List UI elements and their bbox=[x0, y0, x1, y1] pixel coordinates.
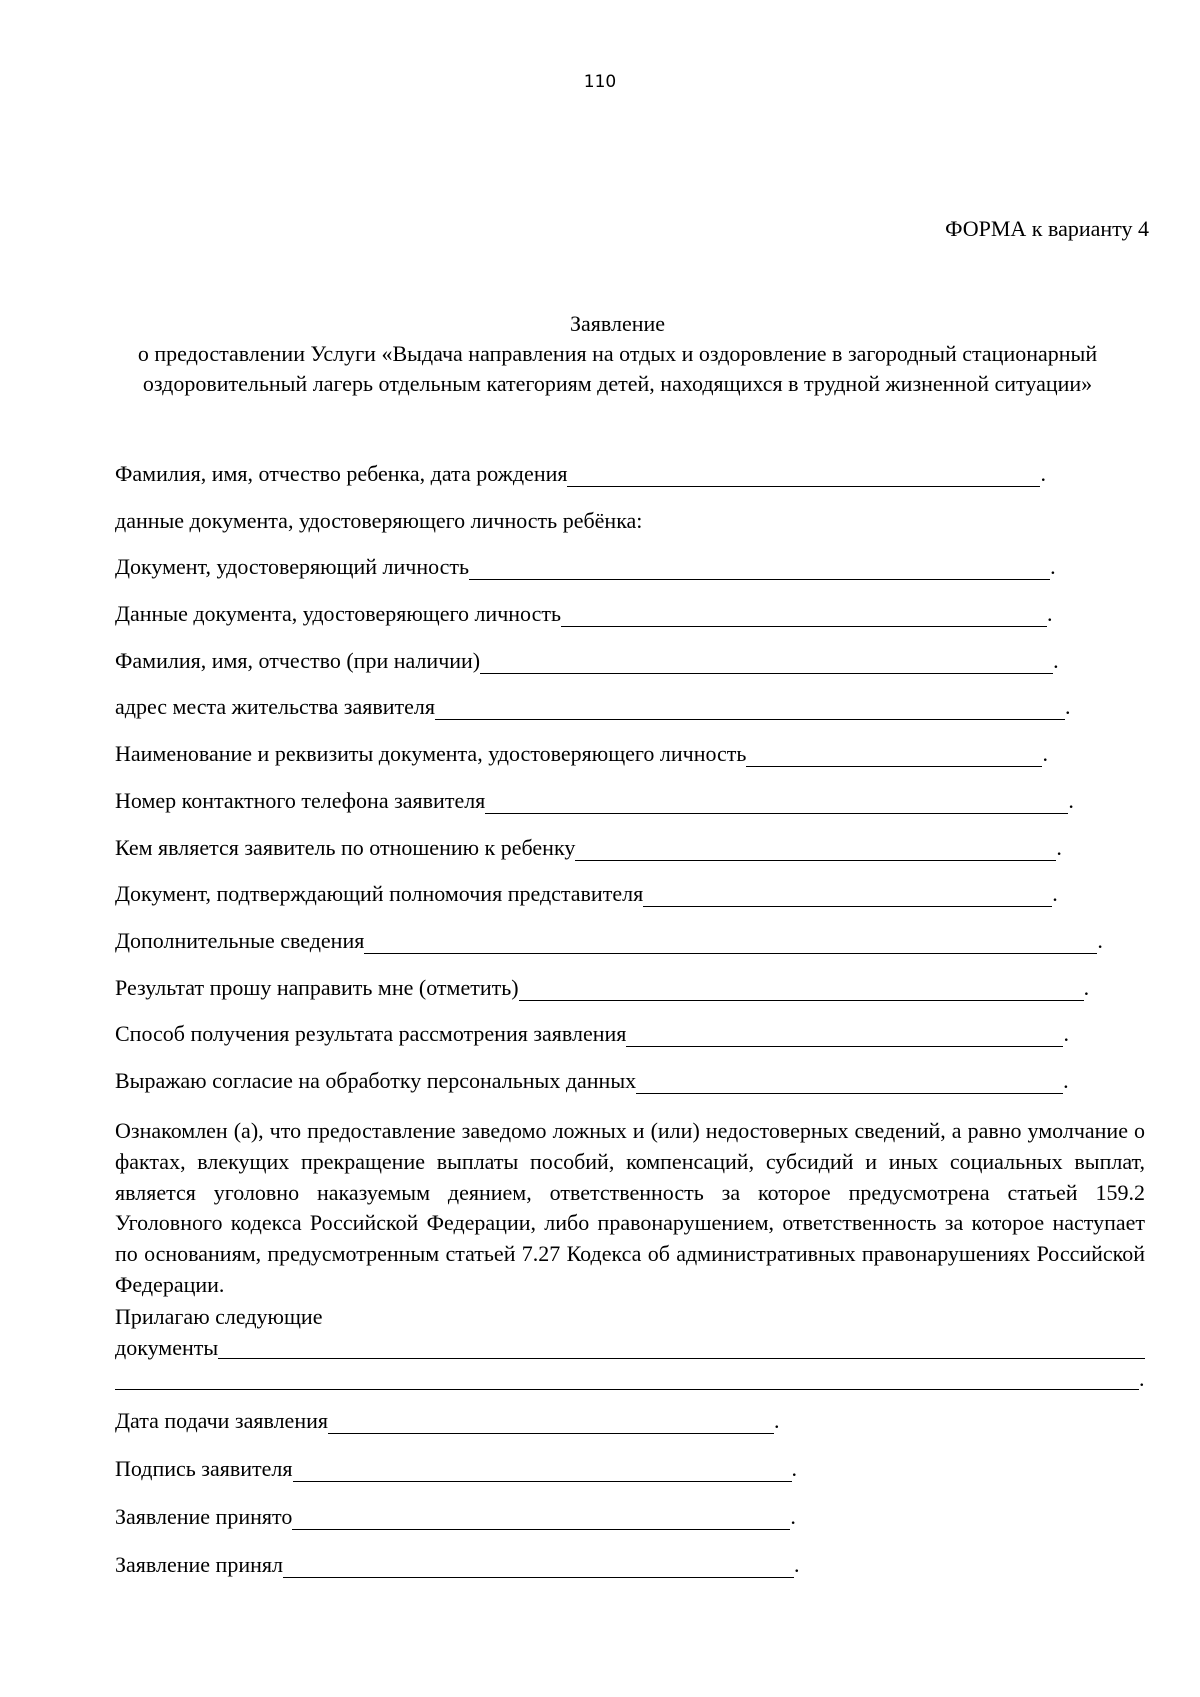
attached-documents-input-line2[interactable] bbox=[115, 1364, 1139, 1390]
field-row bbox=[115, 1504, 799, 1552]
field-row bbox=[115, 648, 1103, 695]
title-subtitle: о предоставлении Услуги «Выдача направления на отдых и оздоровление в загородный стационарный оздоровительный лагерь отдельным категориям детей, находящихся в трудной жизненной ситуации» bbox=[137, 341, 1098, 396]
field-end: . bbox=[1139, 1365, 1145, 1391]
field-end: . bbox=[1050, 554, 1056, 580]
applicant-fields bbox=[115, 461, 1103, 1115]
document-title bbox=[115, 309, 1120, 399]
field-end: . bbox=[793, 1552, 800, 1577]
field-label: Фамилия, имя, отчество ребенка, дата рождения bbox=[115, 461, 568, 486]
field-row bbox=[115, 975, 1103, 1022]
applicant-id-document-input[interactable] bbox=[746, 741, 1042, 767]
field-row bbox=[115, 1021, 1103, 1068]
child-name-birthdate-input[interactable] bbox=[567, 461, 1040, 487]
field-label: Подпись заявителя bbox=[115, 1456, 293, 1481]
submission-date-input[interactable] bbox=[328, 1408, 774, 1434]
field-row bbox=[115, 601, 1103, 648]
accepted-by-input[interactable] bbox=[283, 1552, 794, 1578]
representative-authority-input[interactable] bbox=[643, 881, 1052, 907]
field-row bbox=[115, 741, 1103, 788]
personal-data-consent-input[interactable] bbox=[636, 1068, 1063, 1094]
field-label: Наименование и реквизиты документа, удостоверяющего личность bbox=[115, 741, 747, 767]
field-row bbox=[115, 928, 1103, 975]
identity-document-data-input[interactable] bbox=[561, 601, 1047, 627]
field-label: Дополнительные сведения bbox=[115, 927, 365, 953]
title-heading: Заявление bbox=[569, 311, 666, 336]
full-name-input[interactable] bbox=[480, 648, 1053, 674]
phone-input[interactable] bbox=[485, 788, 1068, 814]
field-end: . bbox=[1040, 461, 1046, 486]
field-end: . bbox=[774, 1408, 780, 1433]
field-row bbox=[115, 554, 1103, 601]
attachments-label: документы bbox=[115, 1334, 219, 1360]
field-row bbox=[115, 1552, 799, 1600]
field-row bbox=[115, 881, 1103, 928]
field-row bbox=[115, 1408, 799, 1456]
field-row bbox=[115, 1456, 799, 1504]
field-end: . bbox=[1083, 974, 1090, 1000]
field-end: . bbox=[791, 1456, 798, 1481]
field-end: . bbox=[1053, 647, 1059, 673]
form-variant-label: ФОРМА к варианту 4 bbox=[945, 216, 1149, 241]
field-end: . bbox=[1068, 787, 1074, 813]
field-label: Документ, подтверждающий полномочия представителя bbox=[115, 881, 644, 907]
field-label: Номер контактного телефона заявителя bbox=[115, 787, 486, 813]
field-end: . bbox=[1097, 927, 1103, 953]
field-label: Кем является заявитель по отношению к ребенку bbox=[115, 834, 576, 860]
field-label: Заявление принял bbox=[115, 1552, 283, 1577]
field-end: . bbox=[1047, 601, 1053, 627]
field-row bbox=[115, 1333, 1145, 1364]
field-label: Документ, удостоверяющий личность bbox=[115, 554, 470, 580]
field-label: адрес места жительства заявителя bbox=[115, 694, 435, 720]
field-row bbox=[115, 508, 1103, 555]
field-label: Способ получения результата рассмотрения заявления bbox=[115, 1021, 627, 1047]
attached-documents-input[interactable] bbox=[218, 1333, 1145, 1359]
field-row bbox=[115, 461, 1103, 508]
section-label: данные документа, удостоверяющего личность ребёнка: bbox=[115, 507, 643, 533]
field-end: . bbox=[790, 1504, 796, 1529]
submission-fields bbox=[115, 1408, 799, 1600]
applicant-signature-input[interactable] bbox=[293, 1456, 792, 1482]
field-label: Дата подачи заявления bbox=[115, 1408, 328, 1433]
field-end: . bbox=[1052, 881, 1058, 907]
application-accepted-input[interactable] bbox=[292, 1504, 790, 1530]
result-delivery-input[interactable] bbox=[519, 975, 1084, 1001]
field-row bbox=[115, 1364, 1145, 1395]
field-label: Заявление принято bbox=[115, 1504, 293, 1529]
field-row bbox=[115, 788, 1103, 835]
field-label: Данные документа, удостоверяющего личность bbox=[115, 601, 562, 627]
attachments-intro: Прилагаю следующие bbox=[115, 1304, 323, 1329]
identity-document-input[interactable] bbox=[469, 554, 1050, 580]
attachments-section bbox=[115, 1302, 1145, 1394]
field-end: . bbox=[1063, 1067, 1069, 1093]
page-number: 110 bbox=[583, 72, 617, 92]
additional-info-input[interactable] bbox=[364, 928, 1097, 954]
field-row bbox=[115, 835, 1103, 882]
liability-notice: Ознакомлен (а), что предоставление заведомо ложных и (или) недостоверных сведений, а равно умолчание о фактах, влекущих прекращение выплаты пособий, компенсаций, субсидий и иных социальных выплат, является уголовно наказуемым деянием, ответственность за которое предусмотрена статьей 159.2 Уголовного кодекса Российской Федерации, либо правонарушением, ответственность за которое наступает по основаниям, предусмотренным статьей 7.27 Кодекса об административных правонарушениях Российской Федерации. bbox=[115, 1118, 1145, 1297]
result-method-input[interactable] bbox=[626, 1021, 1063, 1047]
field-row bbox=[115, 694, 1103, 741]
field-end: . bbox=[1056, 834, 1062, 860]
applicant-address-input[interactable] bbox=[435, 694, 1065, 720]
field-end: . bbox=[1063, 1021, 1069, 1047]
relation-to-child-input[interactable] bbox=[575, 835, 1056, 861]
field-end: . bbox=[1065, 694, 1071, 720]
field-label: Выражаю согласие на обработку персональных данных bbox=[115, 1067, 637, 1093]
field-label: Результат прошу направить мне (отметить) bbox=[115, 974, 519, 1000]
field-label: Фамилия, имя, отчество (при наличии) bbox=[115, 647, 481, 673]
field-end: . bbox=[1042, 741, 1048, 767]
field-row bbox=[115, 1068, 1103, 1115]
